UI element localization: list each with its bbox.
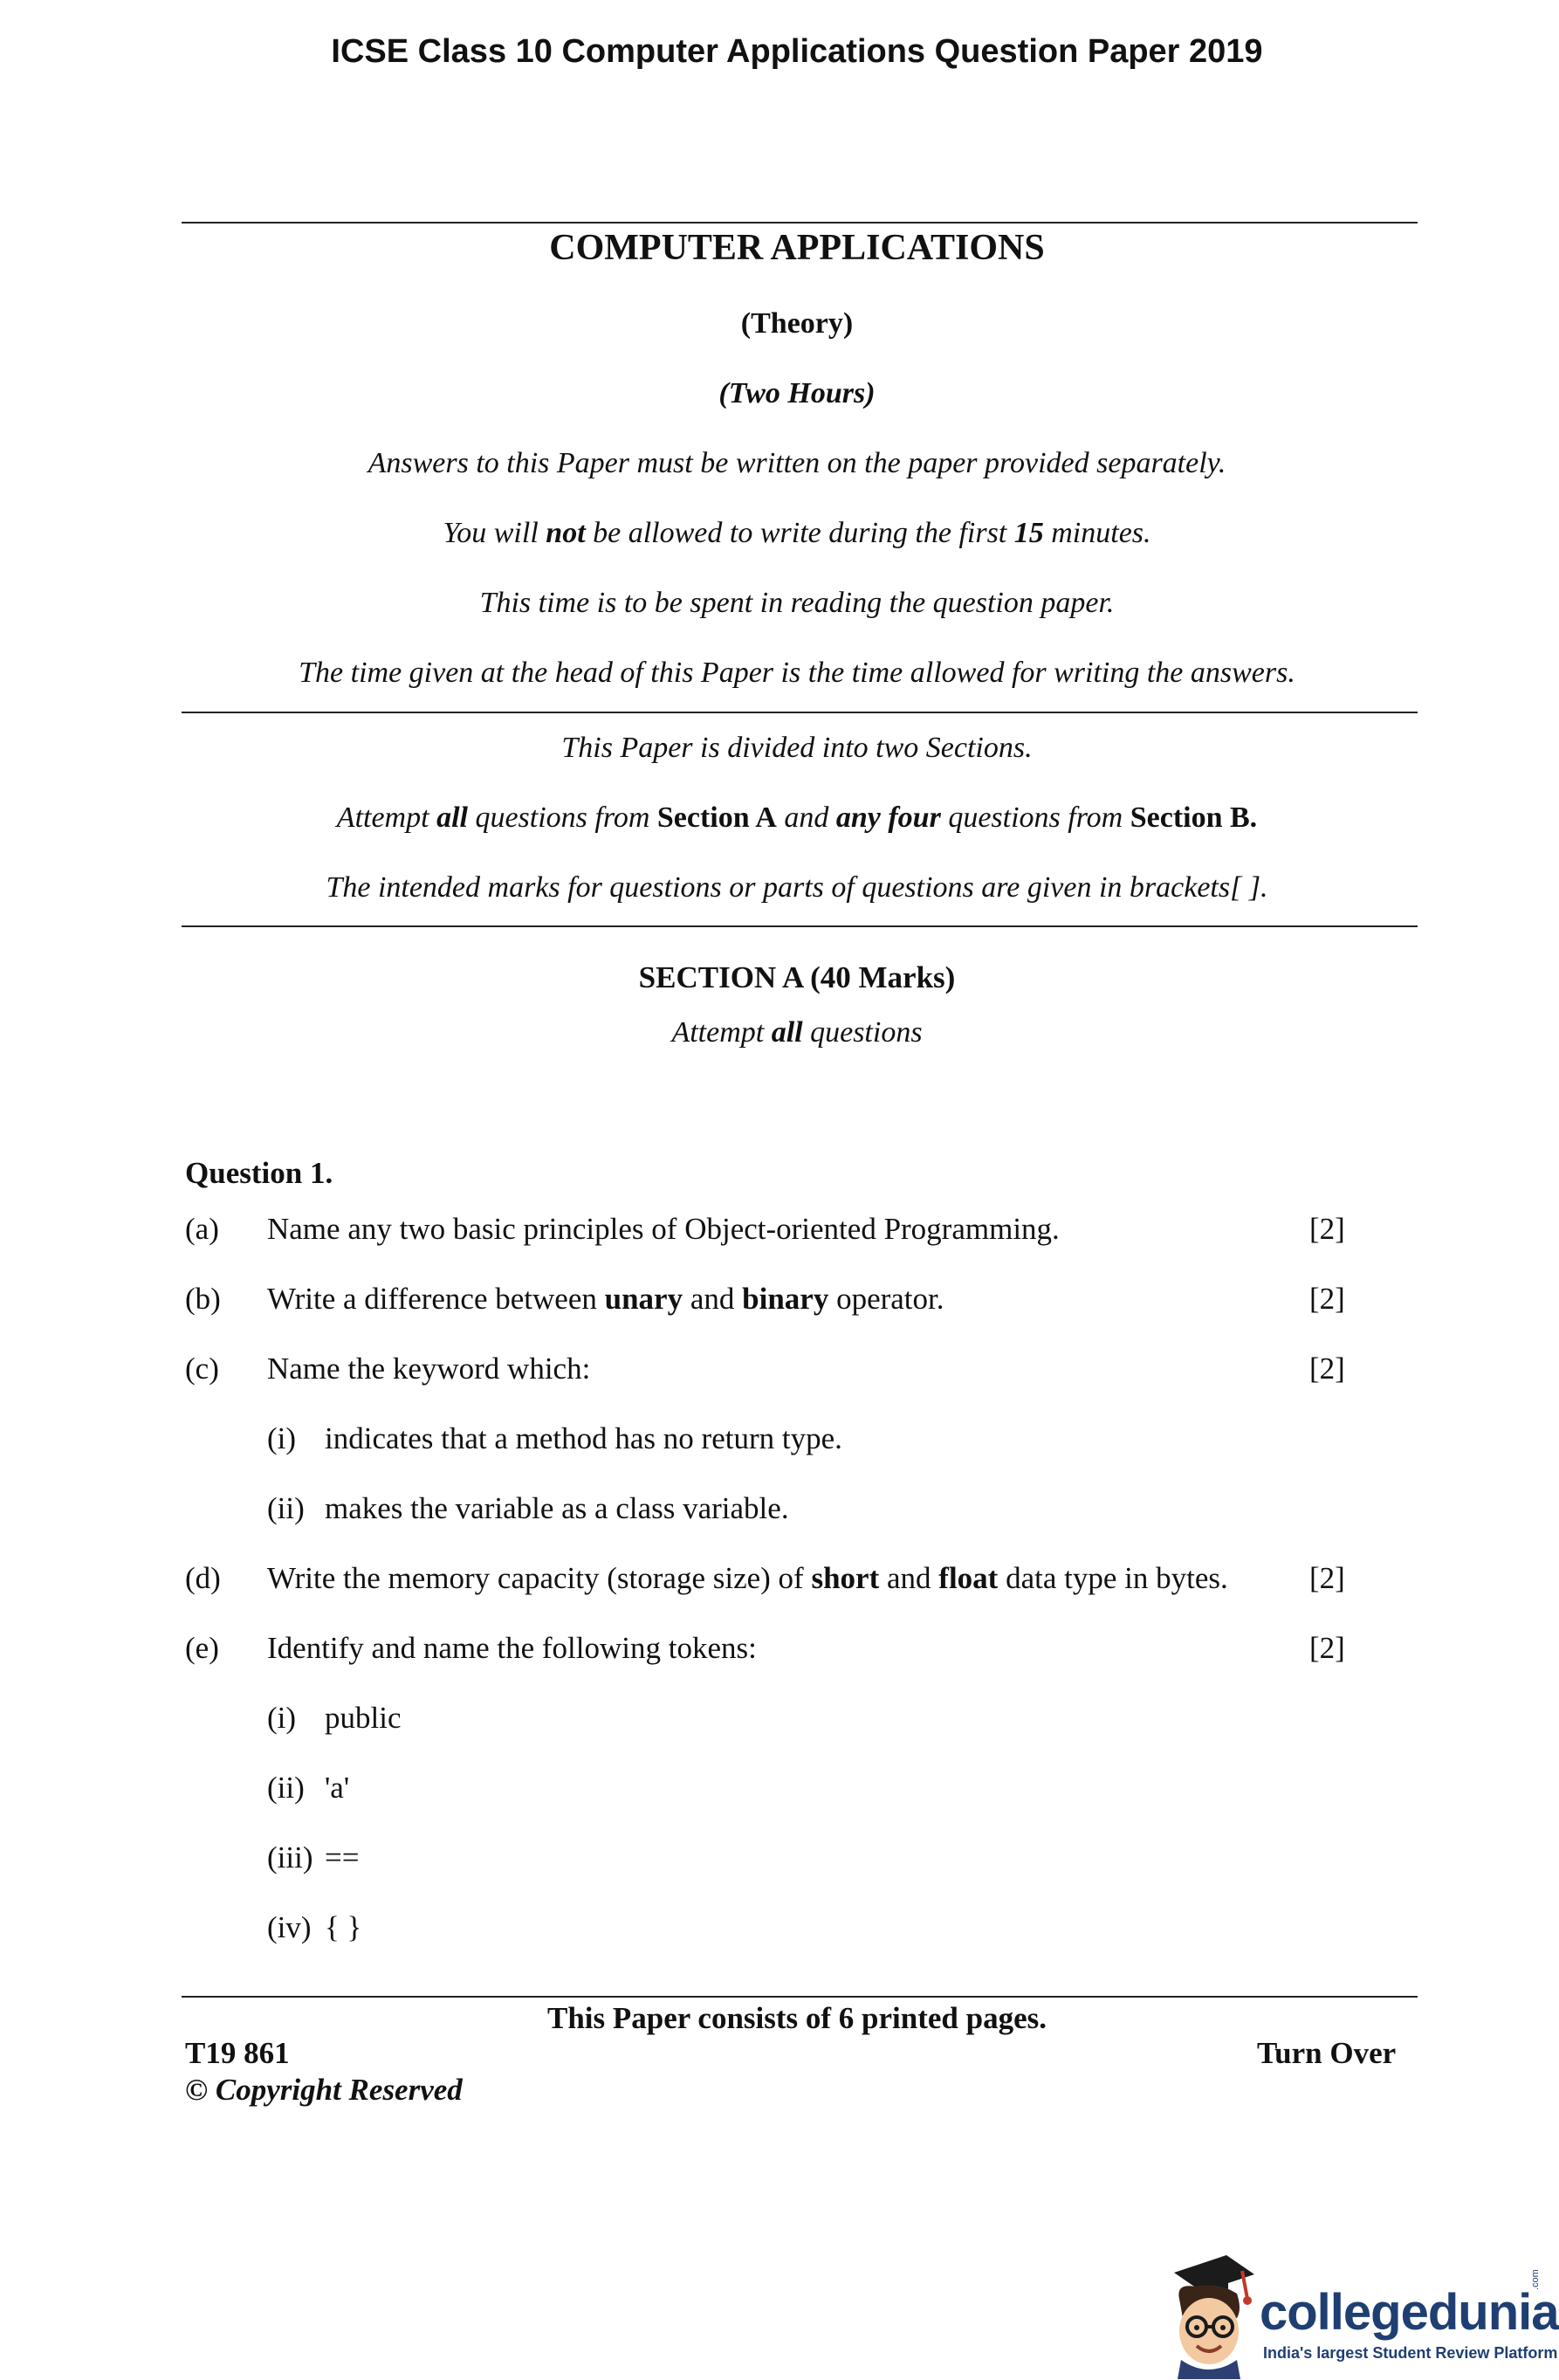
sub-question-label: (ii) bbox=[267, 1491, 305, 1525]
instruction-line-2: You will not be allowed to write during the first 15 minutes. bbox=[443, 517, 1151, 549]
logo-tagline: India's largest Student Review Platform bbox=[1263, 2344, 1558, 2362]
divider-middle bbox=[182, 712, 1418, 713]
question-text: Name any two basic principles of Object-oriented Programming. bbox=[267, 1212, 1060, 1246]
sub-question-label: (iv) bbox=[267, 1910, 312, 1944]
turn-over: Turn Over bbox=[1257, 2036, 1397, 2070]
instruction-line-7: The intended marks for questions or parts of questions are given in brackets[ ]. bbox=[326, 871, 1268, 904]
pages-note: This Paper consists of 6 printed pages. bbox=[546, 2001, 1047, 2035]
instruction-line-6: Attempt all questions from Section A and any four questions from Section B. bbox=[336, 801, 1258, 834]
sub-question-label: (iii) bbox=[267, 1840, 313, 1874]
divider-top bbox=[182, 222, 1418, 224]
copyright: © Copyright Reserved bbox=[185, 2073, 463, 2107]
sub-question-text: indicates that a method has no return type. bbox=[325, 1421, 842, 1455]
paper-type: (Theory) bbox=[740, 307, 854, 340]
student-mascot-icon bbox=[1157, 2248, 1261, 2379]
collegedunia-logo bbox=[1157, 2248, 1558, 2379]
question-label: (d) bbox=[185, 1561, 221, 1595]
instruction-line-4: The time given at the head of this Paper is the time allowed for writing the answers. bbox=[299, 657, 1295, 689]
question-label: (c) bbox=[185, 1352, 219, 1386]
question-marks: [2] bbox=[1309, 1561, 1345, 1595]
instruction-line-1: Answers to this Paper must be written on the paper provided separately. bbox=[367, 447, 1226, 479]
sub-question-text: 'a' bbox=[325, 1771, 350, 1805]
sub-question-text: { } bbox=[325, 1910, 362, 1944]
instruction-line-5: This Paper is divided into two Sections. bbox=[561, 732, 1033, 764]
question-marks: [2] bbox=[1309, 1212, 1345, 1246]
question-marks: [2] bbox=[1309, 1282, 1345, 1316]
question-label: (e) bbox=[185, 1631, 219, 1665]
sub-question-label: (i) bbox=[267, 1701, 297, 1735]
document-header-title: ICSE Class 10 Computer Applications Question Paper 2019 bbox=[331, 33, 1263, 70]
divider-footer bbox=[182, 1996, 1418, 1998]
sub-question-text: == bbox=[325, 1840, 360, 1874]
question-text: Name the keyword which: bbox=[267, 1352, 591, 1386]
sub-question-label: (ii) bbox=[267, 1771, 305, 1805]
paper-code: T19 861 bbox=[185, 2036, 290, 2070]
question-text: Write the memory capacity (storage size) of short and float data type in bytes. bbox=[267, 1561, 1228, 1595]
paper-subject: COMPUTER APPLICATIONS bbox=[549, 228, 1045, 268]
question-marks: [2] bbox=[1309, 1631, 1345, 1665]
question-label: (b) bbox=[185, 1282, 221, 1316]
divider-bottom bbox=[182, 925, 1418, 927]
logo-brand-text: collegedunia bbox=[1260, 2284, 1559, 2341]
question-marks: [2] bbox=[1309, 1352, 1345, 1386]
sub-question-text: makes the variable as a class variable. bbox=[325, 1491, 789, 1525]
question-text: Identify and name the following tokens: bbox=[267, 1631, 757, 1665]
logo-domain-suffix: .com bbox=[1530, 2269, 1541, 2290]
paper-duration: (Two Hours) bbox=[718, 377, 876, 409]
question-text: Write a difference between unary and binary operator. bbox=[267, 1282, 944, 1316]
section-a-title: SECTION A (40 Marks) bbox=[638, 960, 956, 994]
sub-question-text: public bbox=[325, 1701, 402, 1735]
question-1-title: Question 1. bbox=[185, 1156, 333, 1190]
section-a-subtitle: Attempt all questions bbox=[671, 1016, 923, 1049]
instruction-line-3: This time is to be spent in reading the question paper. bbox=[479, 587, 1115, 619]
question-label: (a) bbox=[185, 1212, 219, 1246]
sub-question-label: (i) bbox=[267, 1421, 297, 1455]
